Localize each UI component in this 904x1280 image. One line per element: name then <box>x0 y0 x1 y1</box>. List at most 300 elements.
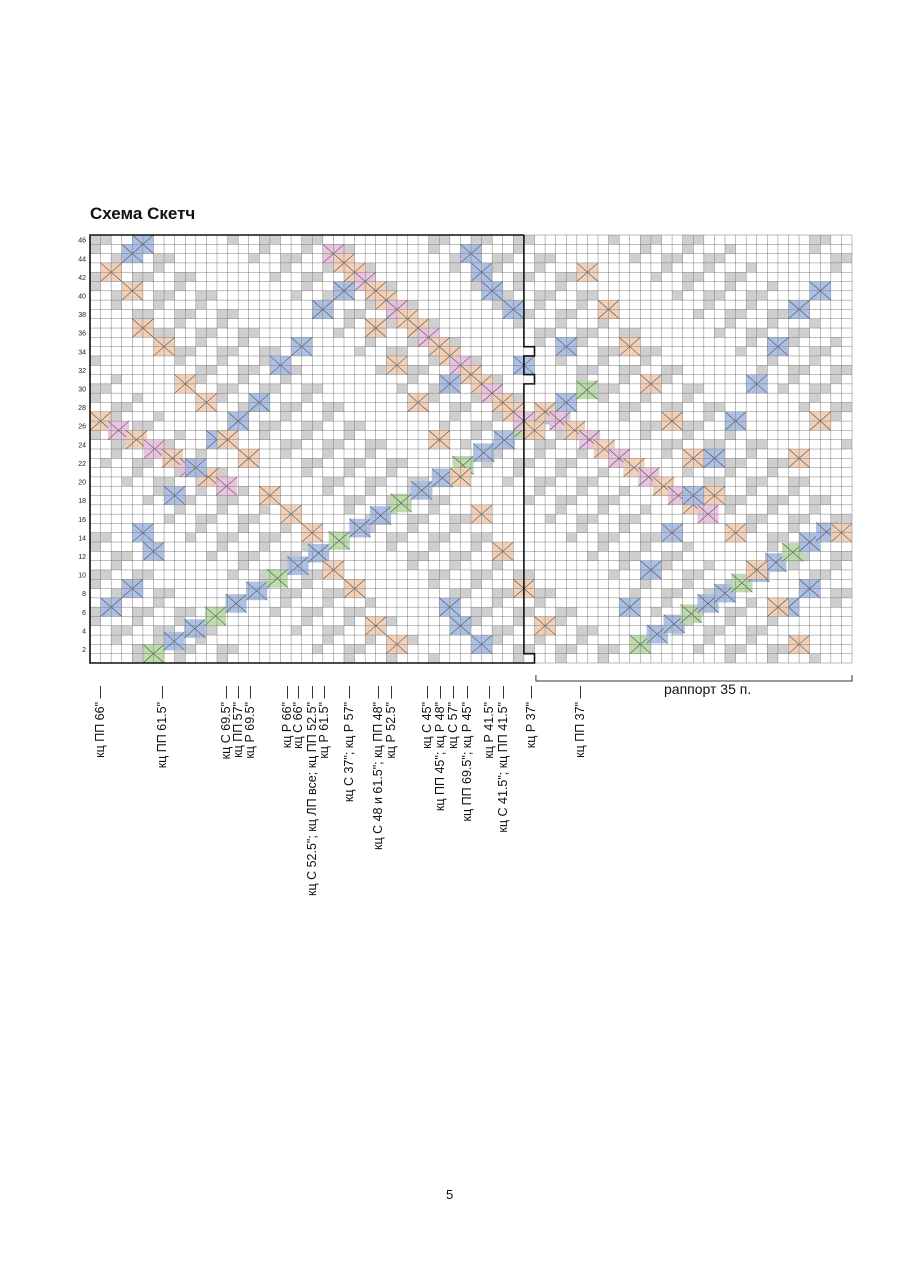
shaded-cell <box>778 458 789 467</box>
shaded-cell <box>662 551 673 560</box>
shaded-cell <box>259 533 270 542</box>
shaded-cell <box>450 514 461 523</box>
shaded-cell <box>736 272 747 281</box>
shaded-cell <box>217 496 228 505</box>
shaded-cell <box>492 300 503 309</box>
shaded-cell <box>492 635 503 644</box>
shaded-cell <box>132 309 143 318</box>
shaded-cell <box>683 570 694 579</box>
shaded-cell <box>841 551 852 560</box>
shaded-cell <box>111 402 122 411</box>
shaded-cell <box>767 309 778 318</box>
shaded-cell <box>513 616 524 625</box>
shaded-cell <box>587 291 598 300</box>
shaded-cell <box>577 626 588 635</box>
shaded-cell <box>545 477 556 486</box>
cable-label: кц ПП 57" — <box>231 686 245 758</box>
shaded-cell <box>111 449 122 458</box>
shaded-cell <box>196 486 207 495</box>
shaded-cell <box>736 458 747 467</box>
chart-title: Схема Скетч <box>90 204 196 223</box>
shaded-cell <box>206 551 217 560</box>
shaded-cell <box>778 496 789 505</box>
shaded-cell <box>577 486 588 495</box>
row-number: 22 <box>78 460 86 468</box>
row-number: 12 <box>78 554 86 561</box>
shaded-cell <box>249 254 260 263</box>
shaded-cell <box>640 542 651 551</box>
shaded-cell <box>619 561 630 570</box>
shaded-cell <box>492 254 503 263</box>
shaded-cell <box>598 468 609 477</box>
shaded-cell <box>471 430 482 439</box>
shaded-cell <box>757 328 768 337</box>
shaded-cell <box>460 551 471 560</box>
shaded-cell <box>746 486 757 495</box>
shaded-cell <box>408 300 419 309</box>
shaded-cell <box>683 244 694 253</box>
shaded-cell <box>270 347 281 356</box>
shaded-cell <box>429 384 440 393</box>
shaded-cell <box>312 644 323 653</box>
shaded-cell <box>662 598 673 607</box>
shaded-cell <box>217 393 228 402</box>
shaded-cell <box>577 514 588 523</box>
shaded-cell <box>503 589 514 598</box>
shaded-cell <box>238 337 249 346</box>
shaded-cell <box>471 282 482 291</box>
shaded-cell <box>397 384 408 393</box>
shaded-cell <box>312 570 323 579</box>
shaded-cell <box>238 365 249 374</box>
shaded-cell <box>175 654 186 663</box>
shaded-cell <box>122 477 133 486</box>
shaded-cell <box>640 430 651 439</box>
shaded-cell <box>746 477 757 486</box>
shaded-cell <box>302 244 313 253</box>
shaded-cell <box>619 486 630 495</box>
shaded-cell <box>259 542 270 551</box>
shaded-cell <box>789 375 800 384</box>
shaded-cell <box>376 440 387 449</box>
shaded-cell <box>810 319 821 328</box>
shaded-cell <box>725 468 736 477</box>
shaded-cell <box>132 458 143 467</box>
shaded-cell <box>365 486 376 495</box>
shaded-cell <box>577 477 588 486</box>
shaded-cell <box>386 654 397 663</box>
shaded-cell <box>291 254 302 263</box>
shaded-cell <box>111 626 122 635</box>
shaded-cell <box>651 421 662 430</box>
shaded-cell <box>524 607 535 616</box>
shaded-cell <box>132 421 143 430</box>
shaded-cell <box>831 402 842 411</box>
shaded-cell <box>344 468 355 477</box>
shaded-cell <box>101 235 112 244</box>
shaded-cell <box>154 263 165 272</box>
shaded-cell <box>619 375 630 384</box>
shaded-cell <box>810 347 821 356</box>
shaded-cell <box>630 328 641 337</box>
cable-label: кц С 66" — <box>291 686 305 749</box>
shaded-cell <box>535 486 546 495</box>
shaded-cell <box>302 607 313 616</box>
shaded-cell <box>429 654 440 663</box>
cable-label: кц С 57" — <box>446 686 460 749</box>
shaded-cell <box>820 235 831 244</box>
shaded-cell <box>566 458 577 467</box>
shaded-cell <box>640 347 651 356</box>
shaded-cell <box>355 607 366 616</box>
shaded-cell <box>556 309 567 318</box>
shaded-cell <box>746 337 757 346</box>
shaded-cell <box>365 263 376 272</box>
cable-label: кц Р 69.5" — <box>243 686 257 759</box>
shaded-cell <box>355 309 366 318</box>
row-number: 44 <box>78 256 86 264</box>
shaded-cell <box>492 263 503 272</box>
shaded-cell <box>524 570 535 579</box>
shaded-cell <box>312 384 323 393</box>
shaded-cell <box>640 579 651 588</box>
shaded-cell <box>185 272 196 281</box>
shaded-cell <box>376 477 387 486</box>
shaded-cell <box>767 644 778 653</box>
shaded-cell <box>344 309 355 318</box>
shaded-cell <box>482 421 493 430</box>
shaded-cell <box>143 607 154 616</box>
shaded-cell <box>746 449 757 458</box>
shaded-cell <box>841 254 852 263</box>
shaded-cell <box>259 421 270 430</box>
shaded-cell <box>556 468 567 477</box>
shaded-cell <box>259 505 270 514</box>
shaded-cell <box>566 607 577 616</box>
shaded-cell <box>90 393 101 402</box>
shaded-cell <box>270 272 281 281</box>
shaded-cell <box>609 347 620 356</box>
shaded-cell <box>672 254 683 263</box>
shaded-cell <box>302 272 313 281</box>
row-number: 16 <box>78 516 86 524</box>
shaded-cell <box>281 598 292 607</box>
shaded-cell <box>302 421 313 430</box>
shaded-cell <box>365 635 376 644</box>
shaded-cell <box>429 244 440 253</box>
shaded-cell <box>429 579 440 588</box>
shaded-cell <box>524 496 535 505</box>
shaded-cell <box>789 328 800 337</box>
shaded-cell <box>693 272 704 281</box>
shaded-cell <box>365 449 376 458</box>
row-number: 6 <box>82 609 86 617</box>
shaded-cell <box>683 393 694 402</box>
shaded-cell <box>725 430 736 439</box>
shaded-cell <box>333 440 344 449</box>
shaded-cell <box>736 607 747 616</box>
shaded-cell <box>598 644 609 653</box>
shaded-cell <box>450 263 461 272</box>
shaded-cell <box>196 514 207 523</box>
shaded-cell <box>355 347 366 356</box>
shaded-cell <box>810 505 821 514</box>
shaded-cell <box>281 440 292 449</box>
shaded-cell <box>323 449 334 458</box>
shaded-cell <box>228 309 239 318</box>
shaded-cell <box>132 607 143 616</box>
shaded-cell <box>492 375 503 384</box>
shaded-cell <box>323 626 334 635</box>
shaded-cell <box>185 644 196 653</box>
shaded-cell <box>429 533 440 542</box>
shaded-cell <box>746 514 757 523</box>
shaded-cell <box>725 272 736 281</box>
shaded-cell <box>164 328 175 337</box>
shaded-cell <box>154 589 165 598</box>
page-number: 5 <box>446 1187 454 1202</box>
shaded-cell <box>291 440 302 449</box>
shaded-cell <box>789 514 800 523</box>
shaded-cell <box>217 533 228 542</box>
shaded-cell <box>143 458 154 467</box>
shaded-cell <box>513 570 524 579</box>
shaded-cell <box>154 486 165 495</box>
shaded-cell <box>196 291 207 300</box>
row-number: 32 <box>78 367 86 375</box>
shaded-cell <box>344 644 355 653</box>
shaded-cell <box>291 291 302 300</box>
shaded-cell <box>662 365 673 374</box>
shaded-cell <box>810 570 821 579</box>
shaded-cell <box>249 514 260 523</box>
shaded-cell <box>725 496 736 505</box>
row-number: 42 <box>78 274 86 282</box>
shaded-cell <box>799 328 810 337</box>
shaded-cell <box>355 458 366 467</box>
cable-label: кц С 37"; кц Р 57" — <box>342 686 356 803</box>
shaded-cell <box>662 440 673 449</box>
shaded-cell <box>302 458 313 467</box>
shaded-cell <box>291 365 302 374</box>
shaded-cell <box>672 402 683 411</box>
shaded-cell <box>164 514 175 523</box>
shaded-cell <box>429 235 440 244</box>
shaded-cell <box>90 570 101 579</box>
shaded-cell <box>90 607 101 616</box>
shaded-cell <box>185 347 196 356</box>
shaded-cell <box>259 235 270 244</box>
shaded-cell <box>175 616 186 625</box>
shaded-cell <box>302 616 313 625</box>
shaded-cell <box>323 486 334 495</box>
shaded-cell <box>746 635 757 644</box>
shaded-cell <box>90 542 101 551</box>
shaded-cell <box>154 291 165 300</box>
shaded-cell <box>429 542 440 551</box>
shaded-cell <box>630 402 641 411</box>
shaded-cell <box>386 458 397 467</box>
shaded-cell <box>535 598 546 607</box>
shaded-cell <box>259 347 270 356</box>
shaded-cell <box>789 523 800 532</box>
shaded-cell <box>386 533 397 542</box>
shaded-cell <box>408 337 419 346</box>
shaded-cell <box>344 496 355 505</box>
shaded-cell <box>228 347 239 356</box>
shaded-cell <box>386 468 397 477</box>
shaded-cell <box>683 235 694 244</box>
shaded-cell <box>439 235 450 244</box>
shaded-cell <box>175 607 186 616</box>
shaded-cell <box>492 561 503 570</box>
shaded-cell <box>810 393 821 402</box>
shaded-cell <box>725 282 736 291</box>
shaded-cell <box>217 309 228 318</box>
shaded-cell <box>683 282 694 291</box>
shaded-cell <box>344 505 355 514</box>
shaded-cell <box>471 542 482 551</box>
shaded-cell <box>513 468 524 477</box>
shaded-cell <box>408 375 419 384</box>
shaded-cell <box>217 542 228 551</box>
shaded-cell <box>831 254 842 263</box>
shaded-cell <box>662 375 673 384</box>
shaded-cell <box>535 337 546 346</box>
shaded-cell <box>831 598 842 607</box>
shaded-cell <box>746 300 757 309</box>
shaded-cell <box>767 458 778 467</box>
shaded-cell <box>535 440 546 449</box>
shaded-cell <box>175 356 186 365</box>
shaded-cell <box>111 412 122 421</box>
shaded-cell <box>704 635 715 644</box>
shaded-cell <box>662 449 673 458</box>
shaded-cell <box>778 533 789 542</box>
shaded-cell <box>132 393 143 402</box>
shaded-cell <box>344 458 355 467</box>
shaded-cell <box>513 319 524 328</box>
shaded-cell <box>450 589 461 598</box>
shaded-cell <box>630 254 641 263</box>
shaded-cell <box>175 309 186 318</box>
shaded-cell <box>111 635 122 644</box>
shaded-cell <box>630 514 641 523</box>
shaded-cell <box>164 440 175 449</box>
shaded-cell <box>757 291 768 300</box>
shaded-cell <box>196 337 207 346</box>
shaded-cell <box>704 477 715 486</box>
shaded-cell <box>323 635 334 644</box>
shaded-cell <box>535 254 546 263</box>
shaded-cell <box>408 561 419 570</box>
shaded-cell <box>471 421 482 430</box>
shaded-cell <box>312 458 323 467</box>
shaded-cell <box>291 626 302 635</box>
shaded-cell <box>90 616 101 625</box>
shaded-cell <box>291 402 302 411</box>
cable-label: кц ПП 66" — <box>93 686 107 758</box>
shaded-cell <box>154 598 165 607</box>
shaded-cell <box>587 551 598 560</box>
cable-label: кц ПП 61.5" — <box>155 686 169 769</box>
shaded-cell <box>238 486 249 495</box>
shaded-cell <box>429 356 440 365</box>
shaded-cell <box>439 496 450 505</box>
shaded-cell <box>90 579 101 588</box>
shaded-cell <box>429 393 440 402</box>
shaded-cell <box>767 319 778 328</box>
shaded-cell <box>704 412 715 421</box>
shaded-cell <box>122 551 133 560</box>
shaded-cell <box>513 272 524 281</box>
shaded-cell <box>217 654 228 663</box>
shaded-cell <box>725 644 736 653</box>
shaded-cell <box>767 542 778 551</box>
shaded-cell <box>535 300 546 309</box>
shaded-cell <box>630 589 641 598</box>
cable-label: кц ПП 45"; кц Р 48" — <box>433 686 447 812</box>
shaded-cell <box>492 626 503 635</box>
shaded-cell <box>704 402 715 411</box>
shaded-cell <box>767 654 778 663</box>
shaded-cell <box>799 365 810 374</box>
shaded-cell <box>408 523 419 532</box>
shaded-cell <box>90 356 101 365</box>
shaded-cell <box>820 570 831 579</box>
shaded-cell <box>111 440 122 449</box>
shaded-cell <box>249 551 260 560</box>
shaded-cell <box>429 505 440 514</box>
shaded-cell <box>556 319 567 328</box>
shaded-cell <box>90 384 101 393</box>
shaded-cell <box>683 542 694 551</box>
shaded-cell <box>683 468 694 477</box>
shaded-cell <box>281 449 292 458</box>
shaded-cell <box>122 402 133 411</box>
shaded-cell <box>693 570 704 579</box>
shaded-cell <box>90 430 101 439</box>
shaded-cell <box>333 589 344 598</box>
shaded-cell <box>302 468 313 477</box>
shaded-cell <box>841 440 852 449</box>
shaded-cell <box>513 654 524 663</box>
shaded-cell <box>714 254 725 263</box>
cable-label: кц С 48 и 61.5"; кц ПП 48" — <box>371 686 385 851</box>
shaded-cell <box>598 319 609 328</box>
shaded-cell <box>281 263 292 272</box>
shaded-cell <box>344 616 355 625</box>
shaded-cell <box>704 626 715 635</box>
shaded-cell <box>640 533 651 542</box>
shaded-cell <box>312 421 323 430</box>
shaded-cell <box>672 440 683 449</box>
shaded-cell <box>556 272 567 281</box>
shaded-cell <box>662 263 673 272</box>
shaded-cell <box>831 412 842 421</box>
shaded-cell <box>143 272 154 281</box>
shaded-cell <box>651 272 662 281</box>
cable-label: кц ПП 37" — <box>573 686 587 758</box>
shaded-cell <box>725 319 736 328</box>
row-number: 10 <box>78 572 86 580</box>
shaded-cell <box>132 272 143 281</box>
row-number: 30 <box>78 386 86 394</box>
shaded-cell <box>154 626 165 635</box>
shaded-cell <box>228 235 239 244</box>
shaded-cell <box>831 514 842 523</box>
shaded-cell <box>535 477 546 486</box>
